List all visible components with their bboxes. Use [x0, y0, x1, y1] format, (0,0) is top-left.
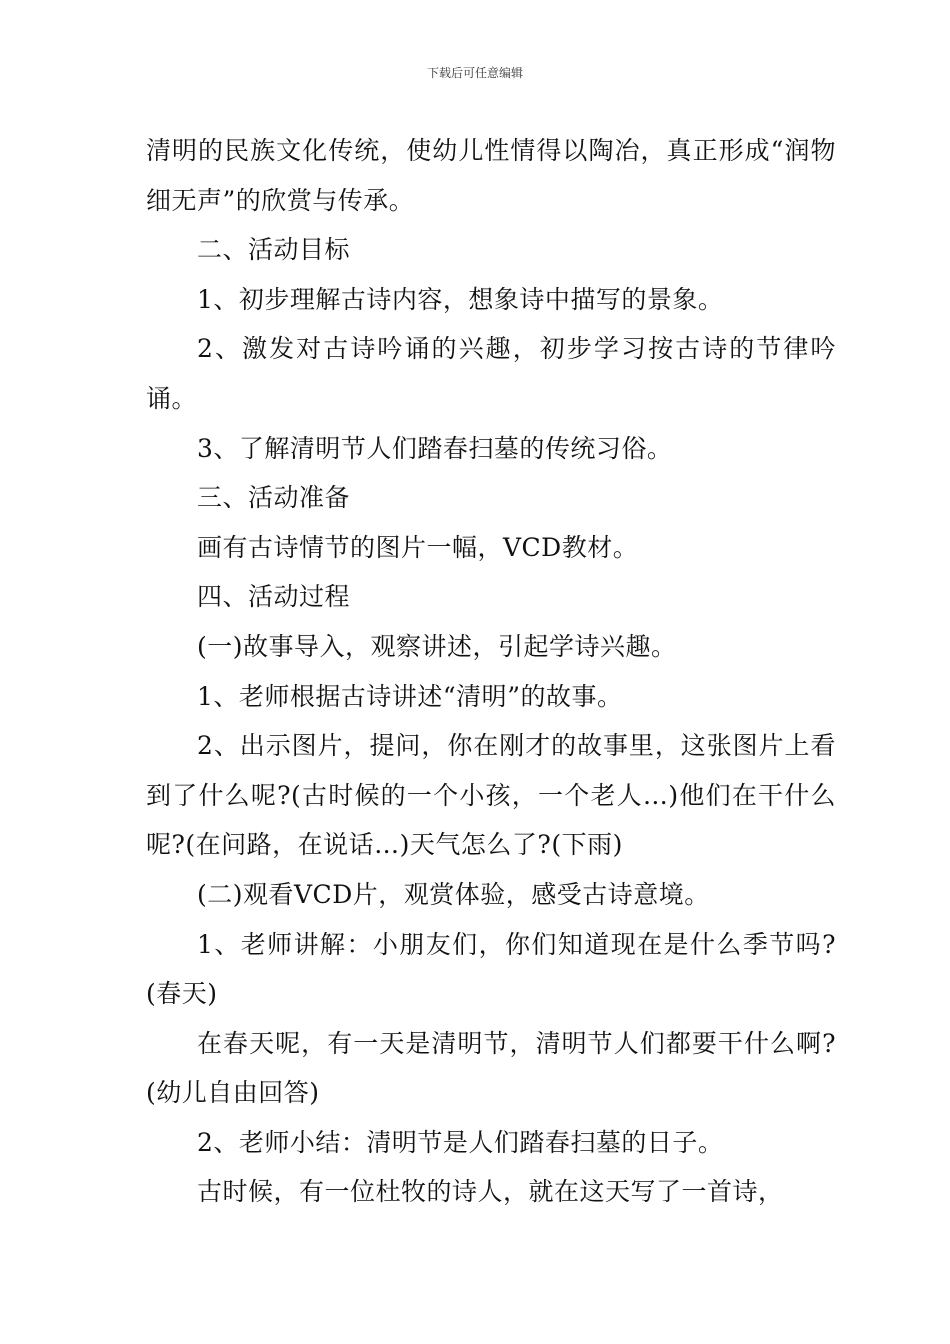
document-body: [146, 126, 836, 1217]
paragraph: 画有古诗情节的图片一幅，VCD教材。: [197, 532, 639, 562]
list-item: 2、出示图片，提问，你在刚才的故事里，这张图片上看到了什么呢?(古时候的一个小孩，一个老人…)他们在干什么呢?(在问路，在说话…)天气怎么了?(下雨): [146, 731, 836, 860]
section-heading-preparation: 三、活动准备: [197, 483, 351, 513]
page-header: 下载后可任意编辑: [426, 66, 523, 80]
paragraph: 古时候，有一位杜牧的诗人，就在这天写了一首诗，: [197, 1177, 784, 1207]
list-item: 2、老师小结：清明节是人们踏春扫墓的日子。: [197, 1127, 724, 1157]
section-heading-goals: 二、活动目标: [197, 235, 351, 265]
section-heading-process: 四、活动过程: [197, 582, 351, 612]
subsection-heading: (一)故事导入，观察讲述，引起学诗兴趣。: [197, 631, 677, 661]
paragraph: 在春天呢，有一天是清明节，清明节人们都要干什么啊?(幼儿自由回答): [146, 1028, 836, 1108]
list-item: 1、老师根据古诗讲述“清明”的故事。: [197, 681, 623, 711]
list-item: 1、老师讲解：小朋友们，你们知道现在是什么季节吗?(春天): [146, 929, 836, 1009]
paragraph: 清明的民族文化传统，使幼儿性情得以陶冶，真正形成“润物细无声”的欣赏与传承。: [146, 136, 836, 215]
list-item: 3、了解清明节人们踏春扫墓的传统习俗。: [197, 433, 673, 463]
list-item: 1、初步理解古诗内容，想象诗中描写的景象。: [197, 284, 724, 314]
list-item: 2、激发对古诗吟诵的兴趣，初步学习按古诗的节律吟诵。: [146, 334, 836, 413]
subsection-heading: (二)观看VCD片，观赏体验，感受古诗意境。: [197, 879, 710, 909]
